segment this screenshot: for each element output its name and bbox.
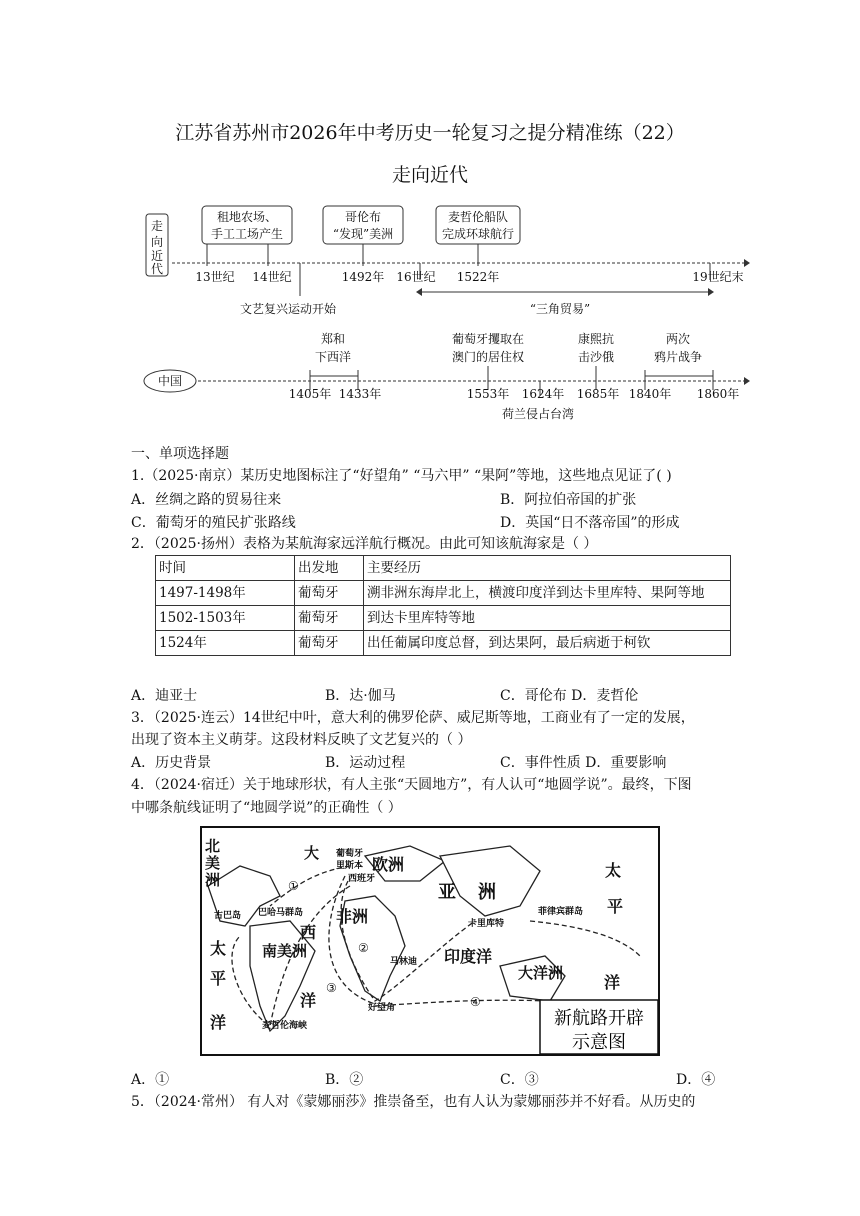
svg-text:代: 代 [150,262,164,276]
new-routes-map [200,826,660,1056]
q1-option-b[interactable]: B．阿拉伯帝国的扩张 [500,492,637,508]
q2-option-cd[interactable]: C．哥伦布 D．麦哲伦 [500,688,639,704]
world-below-1: 文艺复兴运动开始 [239,302,337,316]
svg-text:示意图: 示意图 [572,1032,626,1053]
svg-text:下西洋: 下西洋 [314,350,352,364]
svg-text:葡萄牙: 葡萄牙 [336,849,364,859]
q2-option-a[interactable]: A．迪亚士 [131,688,198,704]
q4-option-c[interactable]: C．③ [500,1072,539,1088]
table-cell: 出任葡属印度总督，到达果阿，最后病逝于柯钦 [364,631,731,656]
svg-text:鸦片战争: 鸦片战争 [653,350,703,364]
svg-text:亚: 亚 [438,882,456,903]
table-cell: 1502-1503年 [156,606,295,631]
map-legend: 新航路开辟 [554,1008,644,1029]
svg-text:马林迪: 马林迪 [390,957,418,967]
world-tick-4: 16世纪 [396,270,436,284]
q3-option-a[interactable]: A．历史背景 [131,755,212,771]
table-cell: 到达卡里库特等地 [364,606,731,631]
route-3: ③ [326,981,337,995]
table-cell: 葡萄牙 [295,606,364,631]
world-tick-1: 13世纪 [195,270,235,284]
svg-text:完成环球航行: 完成环球航行 [441,227,515,241]
svg-text:平: 平 [210,969,227,988]
china-event-2: 葡萄牙攫取在 [451,332,525,346]
table-header: 时间 [156,556,295,581]
world-tick-5: 1522年 [456,270,500,284]
route-4: ④ [470,995,481,1009]
svg-text:太: 太 [605,861,622,880]
world-event-2: 哥伦布 [344,210,382,224]
china-tick-1: 1405年 [288,387,332,401]
table-header: 主要经历 [364,556,731,581]
china-event-4: 两次 [665,332,691,346]
china-tick-2: 1433年 [338,387,382,401]
question-4-line2: 中哪条航线证明了“地圆学说”的正确性（ ） [131,800,402,816]
table-header: 出发地 [295,556,364,581]
svg-text:手工工场产生: 手工工场产生 [210,227,284,241]
svg-text:西班牙: 西班牙 [348,874,376,884]
q3-option-b[interactable]: B．运动过程 [325,755,406,771]
q4-option-a[interactable]: A．① [131,1072,170,1088]
question-2-stem: 2．（2025·扬州）表格为某航海家远洋航行概况。由此可知该航海家是（ ） [131,536,598,552]
svg-text:非洲: 非洲 [336,907,369,926]
section-heading: 一、单项选择题 [131,446,229,462]
world-below-2: “三角贸易” [529,302,591,316]
china-tick-5: 1685年 [576,387,620,401]
table-cell: 溯非洲东海岸北上，横渡印度洋到达卡里库特、果阿等地 [364,581,731,606]
map-label: 北 [205,837,221,855]
svg-text:近: 近 [150,249,164,263]
table-row [156,631,731,656]
svg-text:麦哲伦海峡: 麦哲伦海峡 [262,1021,308,1031]
china-event-3: 康熙抗 [577,332,615,346]
table-cell: 葡萄牙 [295,581,364,606]
question-3-line2: 出现了资本主义萌芽。这段材料反映了文艺复兴的（ ） [131,732,472,748]
q1-option-d[interactable]: D．英国“日不落帝国”的形成 [500,515,680,531]
china-event-1: 郑和 [320,332,346,346]
svg-text:击沙俄: 击沙俄 [577,350,615,364]
table-cell: 葡萄牙 [295,631,364,656]
route-2: ② [358,941,369,955]
china-tick-4: 1624年 [521,387,565,401]
svg-text:卡里库特: 卡里库特 [468,919,505,929]
world-label: 走 [150,219,164,233]
q4-option-b[interactable]: B．② [325,1072,364,1088]
question-5-stem: 5．（2024·常州） 有人对《蒙娜丽莎》推崇备至，也有人认为蒙娜丽莎并不好看。从历史的 [131,1094,696,1110]
q1-option-a[interactable]: A．丝绸之路的贸易往来 [131,492,282,508]
q1-option-c[interactable]: C．葡萄牙的殖民扩张路线 [131,515,296,531]
china-tick-6: 1840年 [628,387,672,401]
table-row [156,581,731,606]
svg-text:洋: 洋 [210,1013,227,1032]
svg-text:洋: 洋 [300,991,317,1010]
table-row [156,606,731,631]
svg-text:巴哈马群岛: 巴哈马群岛 [258,908,304,918]
world-event-3: 麦哲伦船队 [447,210,509,224]
svg-text:西: 西 [300,923,317,942]
page-title: 江苏省苏州市2026年中考历史一轮复习之提分精准练（22） [175,122,685,144]
china-tick-3: 1553年 [466,387,510,401]
q3-option-cd[interactable]: C．事件性质 D．重要影响 [500,755,667,771]
svg-text:洋: 洋 [604,973,621,992]
svg-text:欧洲: 欧洲 [372,855,405,874]
route-1: ① [288,879,299,893]
svg-text:澳门的居住权: 澳门的居住权 [451,350,525,364]
timeline-figure [140,200,750,430]
q4-option-d[interactable]: D．④ [676,1072,716,1088]
svg-text:印度洋: 印度洋 [444,947,493,966]
svg-text:“发现”美洲: “发现”美洲 [332,227,394,241]
svg-text:大洋洲: 大洋洲 [518,964,564,982]
svg-text:洲: 洲 [205,871,221,889]
world-tick-2: 14世纪 [252,270,292,284]
svg-text:古巴岛: 古巴岛 [214,911,242,921]
world-tick-3: 1492年 [341,270,385,284]
svg-text:大: 大 [304,844,320,862]
page-subtitle: 走向近代 [391,164,468,186]
question-3-line1: 3．（2025·连云）14世纪中叶，意大利的佛罗伦萨、威尼斯等地，工商业有了一定的发展， [131,710,695,726]
china-tick-7: 1860年 [696,387,740,401]
svg-text:平: 平 [607,897,624,916]
world-tick-6: 19世纪末 [692,270,744,284]
svg-text:好望角: 好望角 [368,1003,396,1013]
table-cell: 1524年 [156,631,295,656]
svg-text:美: 美 [205,854,221,872]
question-4-line1: 4．（2024·宿迁）关于地球形状，有人主张“天圆地方”，有人认可“地圆学说”。最终，下图 [131,777,692,793]
q2-option-b[interactable]: B．达·伽马 [325,688,396,704]
table-cell: 1497-1498年 [156,581,295,606]
voyage-table [155,555,731,656]
question-1-stem: 1.（2025·南京）某历史地图标注了“好望角” “马六甲” “果阿”等地，这些地点见证了( ) [131,468,672,484]
china-below-1: 荷兰侵占台湾 [501,407,575,421]
svg-text:里斯本: 里斯本 [336,861,364,871]
svg-text:太: 太 [210,939,227,958]
svg-text:向: 向 [150,235,164,249]
china-label: 中国 [157,374,183,388]
table-header-row [156,556,731,581]
world-event-1: 租地农场、 [216,210,278,224]
svg-text:菲律宾群岛: 菲律宾群岛 [538,907,584,917]
svg-text:南美洲: 南美洲 [262,942,308,960]
svg-text:洲: 洲 [478,882,496,903]
